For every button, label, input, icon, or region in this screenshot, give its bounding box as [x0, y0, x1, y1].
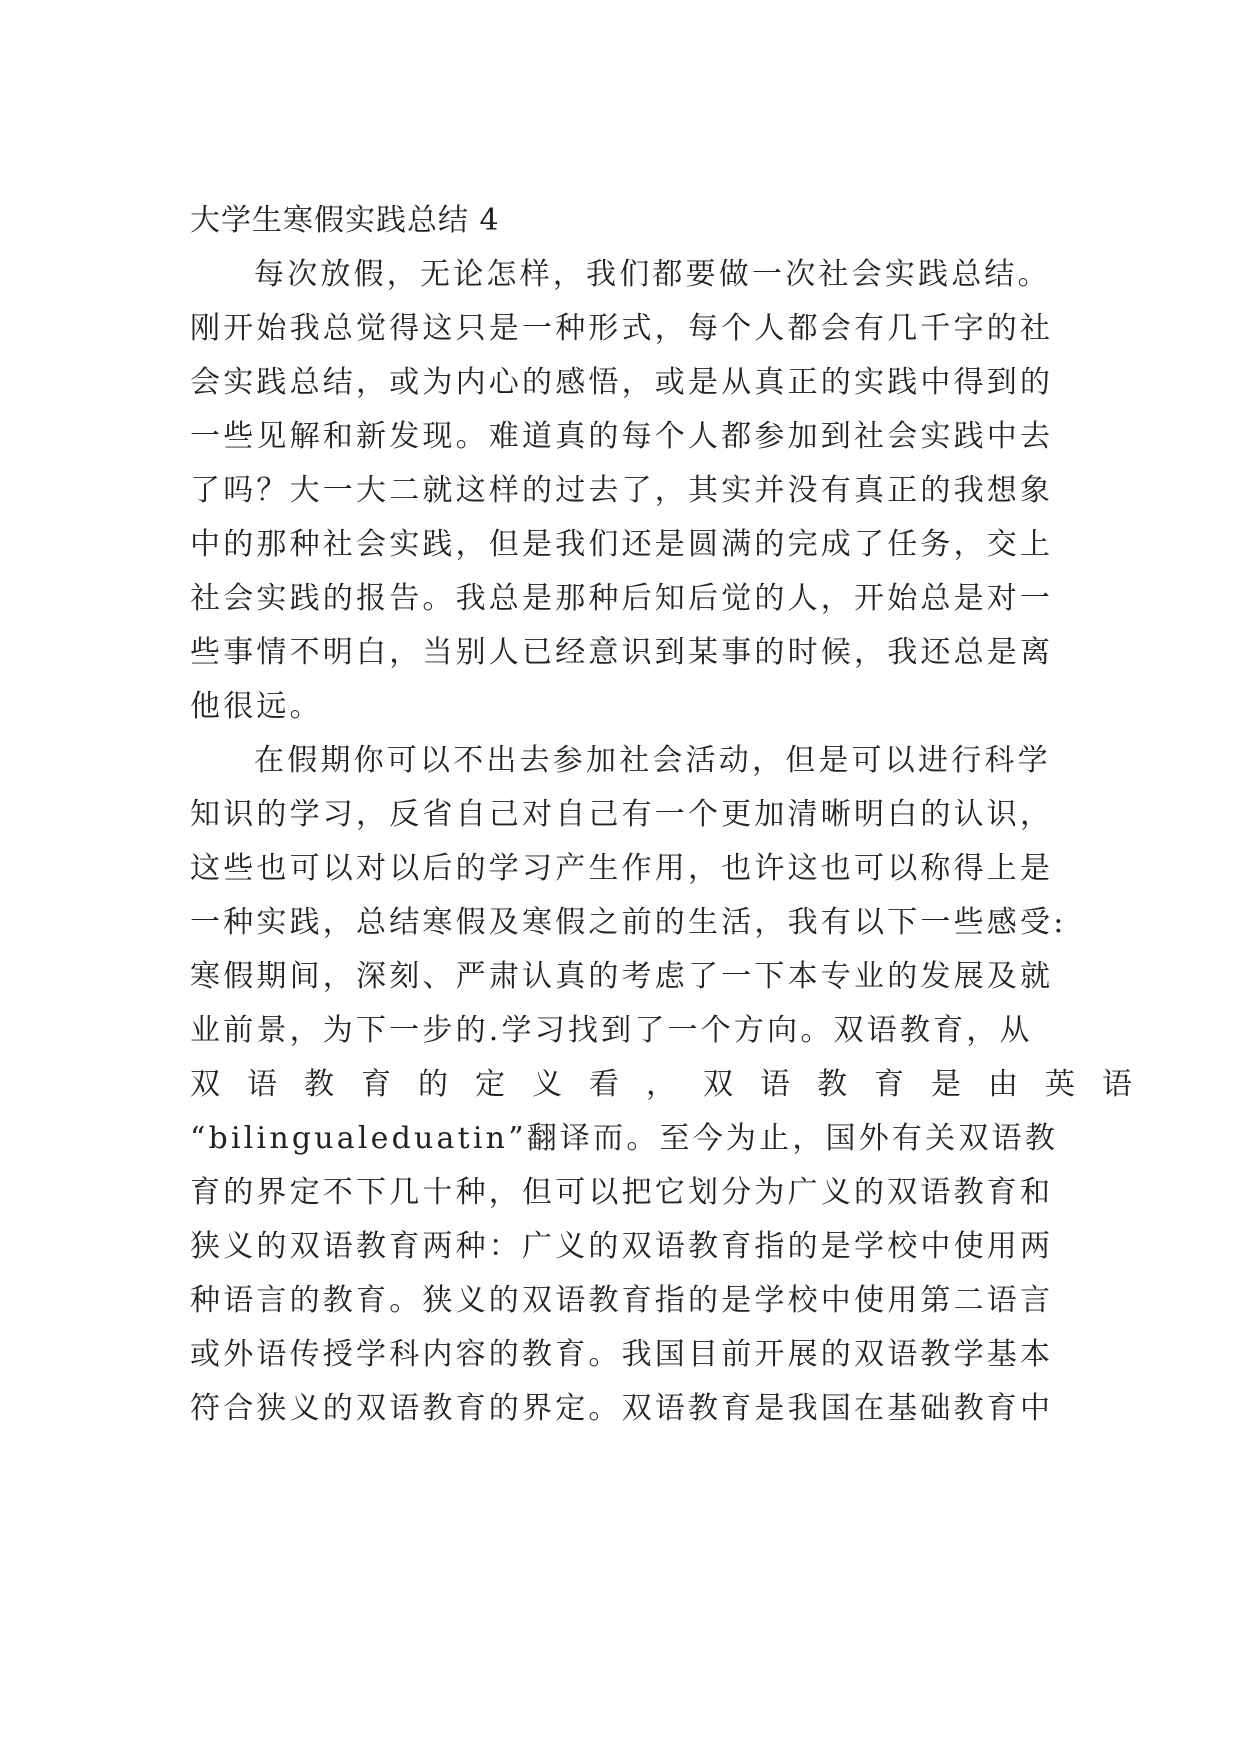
paragraph-2: [190, 734, 1159, 1436]
paragraph-line: “bilingualeduatin”翻译而。至今为止，国外有关双语教: [190, 1121, 1058, 1156]
paragraph-1: [190, 248, 1054, 734]
paragraph-line: 知识的学习，反省自己对自己有一个更加清晰明白的认识，: [190, 797, 1054, 832]
paragraph-line: 业前景，为下一步的.学习找到了一个方向。双语教育，从: [190, 1013, 1033, 1048]
paragraph-line: 育的界定不下几十种，但可以把它划分为广义的双语教育和: [190, 1175, 1054, 1210]
paragraph-line: 寒假期间，深刻、严肃认真的考虑了一下本专业的发展及就: [190, 959, 1054, 994]
paragraph-line: 或外语传授学科内容的教育。我国目前开展的双语教学基本: [190, 1337, 1054, 1372]
paragraph-line: 一种实践，总结寒假及寒假之前的生活，我有以下一些感受:: [190, 905, 1067, 940]
paragraph-line: 刚开始我总觉得这只是一种形式，每个人都会有几千字的社: [190, 311, 1054, 346]
paragraph-line: 每次放假，无论怎样，我们都要做一次社会实践总结。: [254, 257, 1051, 292]
document-title: 大学生寒假实践总结 4: [190, 203, 500, 238]
paragraph-line: 在假期你可以不出去参加社会活动，但是可以进行科学: [254, 743, 1051, 778]
paragraph-line: 狭义的双语教育两种：广义的双语教育指的是学校中使用两: [190, 1229, 1054, 1264]
paragraph-line: 种语言的教育。狭义的双语教育指的是学校中使用第二语言: [190, 1283, 1054, 1318]
paragraph-line: 了吗？大一大二就这样的过去了，其实并没有真正的我想象: [190, 473, 1054, 508]
paragraph-line: 符合狭义的双语教育的界定。双语教育是我国在基础教育中: [190, 1391, 1054, 1426]
paragraph-line: 些事情不明白，当别人已经意识到某事的时候，我还总是离: [190, 635, 1054, 670]
paragraph-line: 社会实践的报告。我总是那种后知后觉的人，开始总是对一: [190, 581, 1054, 616]
paragraph-line: 中的那种社会实践，但是我们还是圆满的完成了任务，交上: [190, 527, 1054, 562]
paragraph-line: 这些也可以对以后的学习产生作用，也许这也可以称得上是: [190, 851, 1054, 886]
document-body: [190, 194, 1159, 1436]
paragraph-line: 他很远。: [190, 689, 323, 724]
paragraph-line: 会实践总结，或为内心的感悟，或是从真正的实践中得到的: [190, 365, 1054, 400]
paragraph-line: 一些见解和新发现。难道真的每个人都参加到社会实践中去: [190, 419, 1054, 454]
paragraph-line: 双语教育的定义看，双语教育是由英语: [190, 1067, 1159, 1102]
